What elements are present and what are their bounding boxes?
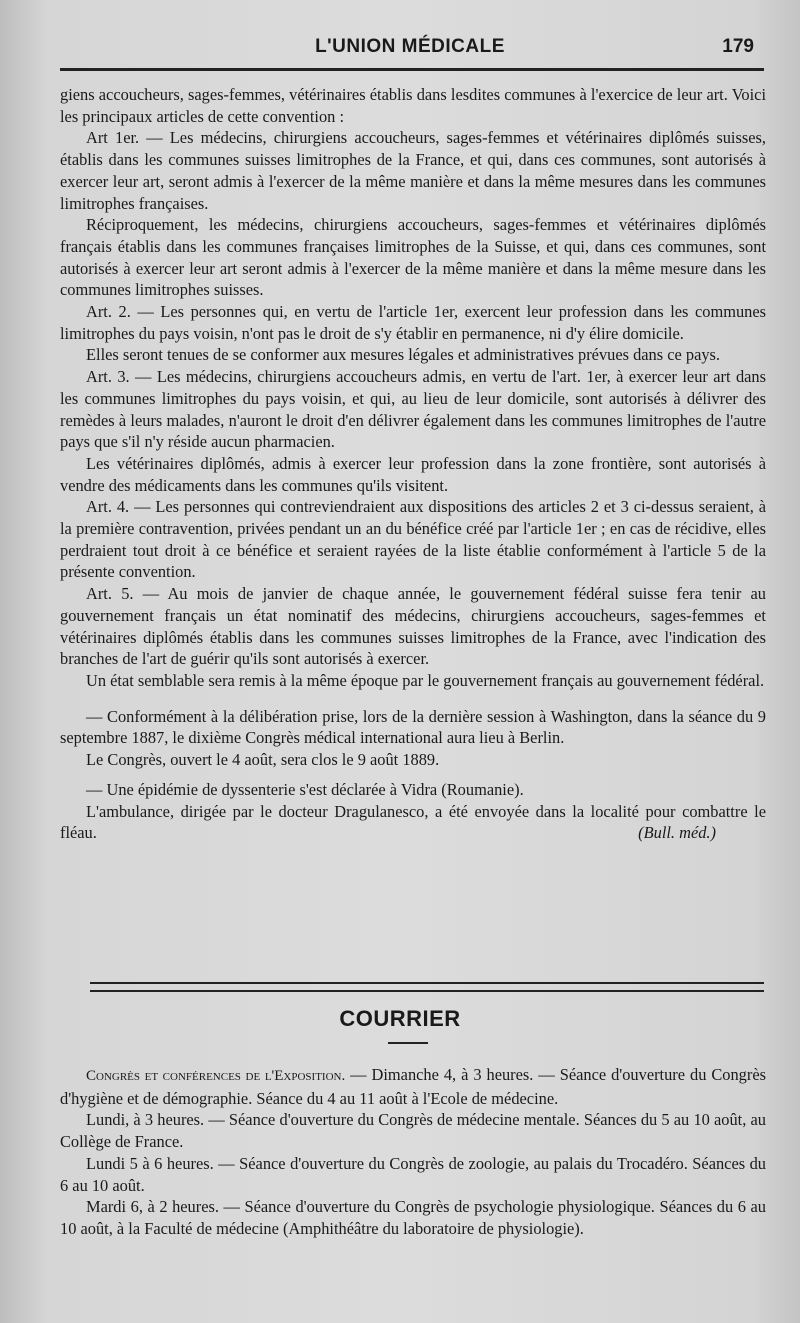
section-divider [90, 982, 764, 992]
running-head: L'UNION MÉDICALE [315, 36, 505, 57]
paragraph: Art. 2. — Les personnes qui, en vertu de l'article 1er, exercent leur profession dans les communes limitrophes du pays voisin, n'ont pas le droit de s'y établir en permanence, ni d'y élire domicile. [60, 302, 766, 343]
courrier-section [60, 1064, 766, 1240]
news-paragraph: — Une épidémie de dyssenterie s'est déclarée à Vidra (Roumanie). [86, 779, 524, 799]
page-number: 179 [722, 36, 754, 57]
courrier-lead-label: Congrès et conférences de l'Exposition. [86, 1068, 346, 1084]
paragraph: Art. 3. — Les médecins, chirurgiens accoucheurs admis, en vertu de l'art. 1er, à exercer leur art dans les communes limitrophes du pays voisin, et qui, au lieu de leur domicile, sont autorisés à délivrer des remèdes à leurs malades, n'auront le droit d'en délivrer également dans les communes limitrophes de l'autre pays que s'il n'y réside aucun pharmacien. [60, 367, 766, 452]
paragraph: Réciproquement, les médecins, chirurgiens accoucheurs, sages-femmes et vétérinaires diplômés français établis dans les communes françaises limitrophes de la Suisse, et qui, dans ces communes, sont autorisés à exercer leur art seront admis à l'exercer de la même manière et dans la même mesure dans les communes limitrophes suisses. [60, 215, 766, 300]
page-header [60, 36, 760, 66]
paragraph: Les vétérinaires diplômés, admis à exercer leur profession dans la zone frontière, sont autorisés à vendre des médicaments dans les communes qu'ils visitent. [60, 453, 766, 495]
courrier-lead [60, 1064, 766, 1109]
news-paragraph: — Conformément à la délibération prise, lors de la dernière session à Washington, dans la séance du 9 septembre 1887, le dixième Congrès médical international aura lieu à Berlin. [60, 706, 766, 748]
courrier-lead-text: — Dimanche 4, à 3 heures. — Séance d'ouverture du Congrès d'hygiène et de démographie. Séance du 4 au 11 août à l'Ecole de médecine. [60, 1065, 766, 1108]
courrier-item: Lundi, à 3 heures. — Séance d'ouverture du Congrès de médecine mentale. Séances du 5 au 10 août, au Collège de France. [60, 1110, 766, 1152]
section-title: COURRIER [339, 1006, 461, 1031]
article-body [60, 84, 766, 844]
courrier-item: Mardi 6, à 2 heures. — Séance d'ouverture du Congrès de psychologie physiologique. Séances du 6 au 10 août, à la Faculté de médecine (Amphithéâtre du laboratoire de physiologie). [60, 1197, 766, 1238]
courrier-item: Lundi 5 à 6 heures. — Séance d'ouverture du Congrès de zoologie, au palais du Trocadéro. Séances du 6 au 10 août. [60, 1153, 766, 1195]
title-underline [388, 1042, 428, 1044]
news-text: L'ambulance, dirigée par le docteur Dragulanesco, a été envoyée dans la localité pour combattre le fléau. [60, 801, 766, 843]
paragraph: giens accoucheurs, sages-femmes, vétérinaires établis dans lesdites communes à l'exercice de leur art. Voici les principaux articles de cette convention : [60, 85, 766, 126]
news-paragraph: Le Congrès, ouvert le 4 août, sera clos le 9 août 1889. [86, 750, 440, 770]
citation: (Bull. méd.) [638, 823, 716, 843]
news-paragraph [60, 801, 766, 844]
paragraph: Elles seront tenues de se conformer aux mesures légales et administratives prévues dans ce pays. [86, 345, 721, 365]
header-rule [60, 68, 764, 71]
paragraph: Un état semblable sera remis à la même époque par le gouvernement français au gouvernement fédéral. [86, 670, 765, 690]
paragraph: Art. 4. — Les personnes qui contreviendraient aux dispositions des articles 2 et 3 ci-dessus seraient, à la première contravention, privées pendant un an du bénéfice créé par l'article 1er ; en cas de récidive, elles perdraient tout droit à ce bénéfice et seraient rayées de la liste établie conformément à l'article 5 de la présente convention. [60, 497, 766, 582]
paragraph: Art. 5. — Au mois de janvier de chaque année, le gouvernement fédéral suisse fera tenir au gouvernement français un état nominatif des médecins, chirurgiens accoucheurs, sages-femmes et vétérinaires diplômés établis dans les communes suisses limitrophes de la France, avec l'indication des branches de l'art de guérir qu'ils sont autorisés à exercer. [60, 584, 766, 669]
paragraph: Art 1er. — Les médecins, chirurgiens accoucheurs, sages-femmes et vétérinaires diplômés suisses, établis dans les communes suisses limitrophes de la France, et qui, dans ces communes, sont autorisés à exercer leur art, seront admis à l'exercer de la même manière et dans la même mesures dans les communes limitrophes françaises. [60, 128, 766, 213]
